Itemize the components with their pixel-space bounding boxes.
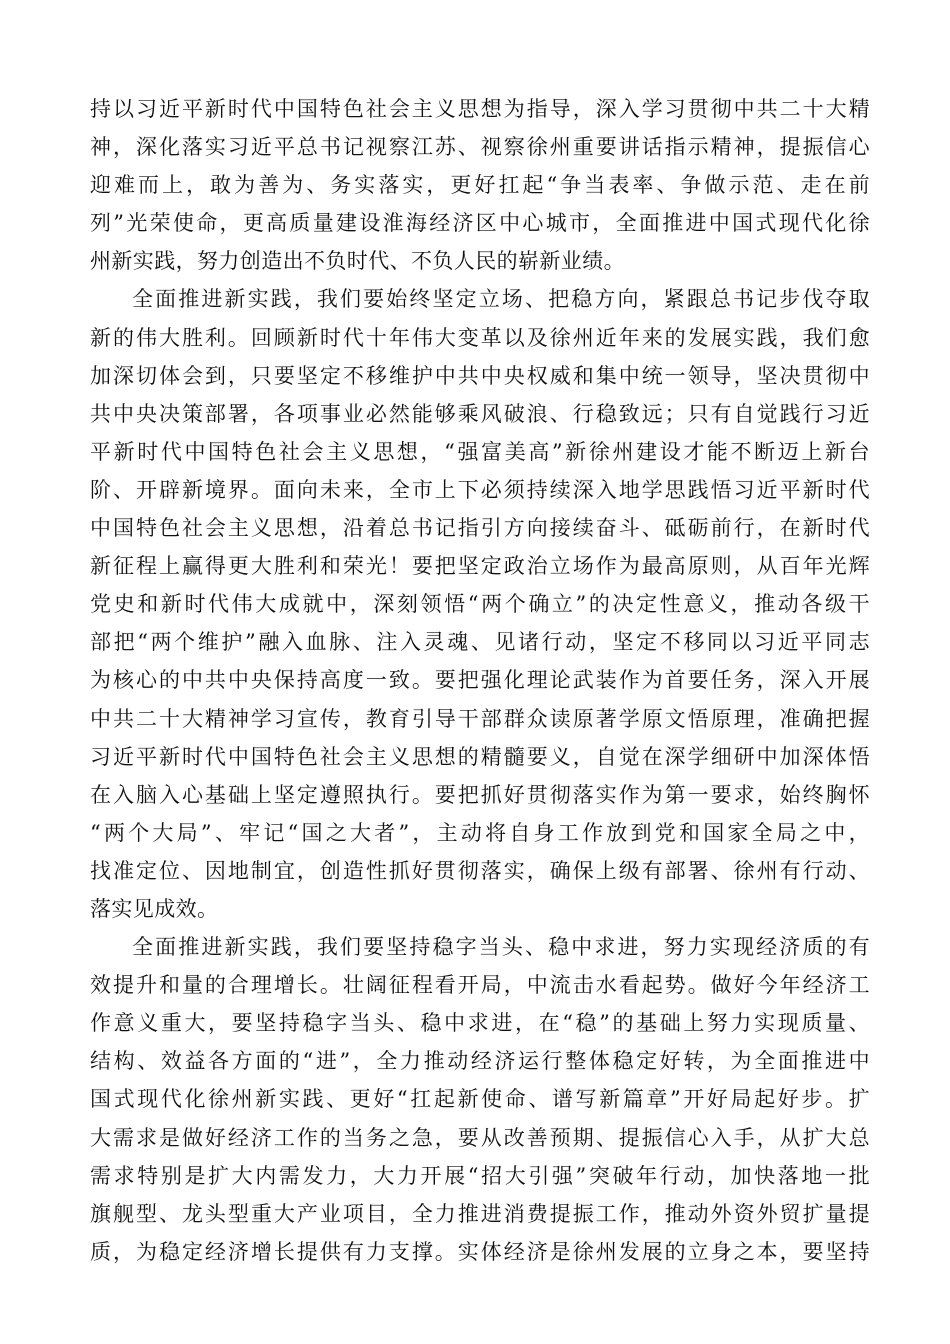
text-line: 国式现代化徐州新实践、更好“扛起新使命、谱写新篇章”开好局起好步。扩 bbox=[90, 1087, 870, 1112]
text-line: 阶、开辟新境界。面向未来，全市上下必须持续深入地学思践悟习近平新时代 bbox=[90, 477, 870, 502]
text-line: 神，深化落实习近平总书记视察江苏、视察徐州重要讲话指示精神，提振信心 bbox=[90, 135, 870, 160]
text-line: 旗舰型、龙头型重大产业项目，全力推进消费提振工作，推动外资外贸扩量提 bbox=[90, 1201, 870, 1226]
text-line: 中共二十大精神学习宣传，教育引导干部群众读原著学原文悟原理，准确把握 bbox=[90, 706, 870, 731]
paragraph-2 bbox=[90, 280, 870, 928]
text-line: 新的伟大胜利。回顾新时代十年伟大变革以及徐州近年来的发展实践，我们愈 bbox=[90, 325, 870, 350]
text-line: 加深切体会到，只要坚定不移维护中共中央权威和集中统一领导，坚决贯彻中 bbox=[90, 363, 870, 388]
text-line: 部把“两个维护”融入血脉、注入灵魂、见诸行动，坚定不移同以习近平同志 bbox=[90, 630, 870, 655]
text-line: 党史和新时代伟大成就中，深刻领悟“两个确立”的决定性意义，推动各级干 bbox=[90, 592, 870, 617]
text-line: 质，为稳定经济增长提供有力支撑。实体经济是徐州发展的立身之本，要坚持 bbox=[90, 1239, 870, 1264]
text-line: 持以习近平新时代中国特色社会主义思想为指导，深入学习贯彻中共二十大精 bbox=[90, 97, 870, 121]
text-line: 列”光荣使命，更高质量建设淮海经济区中心城市，全面推进中国式现代化徐 bbox=[90, 211, 870, 236]
text-line: 共中央决策部署，各项事业必然能够乘风破浪、行稳致远；只有自觉践行习近 bbox=[90, 401, 870, 426]
text-line: 迎难而上，敢为善为、务实落实，更好扛起“争当表率、争做示范、走在前 bbox=[90, 173, 870, 198]
text-line: 全面推进新实践，我们要坚持稳字当头、稳中求进，努力实现经济质的有 bbox=[132, 935, 870, 960]
text-line: 大需求是做好经济工作的当务之急，要从改善预期、提振信心入手，从扩大总 bbox=[90, 1125, 870, 1150]
text-line: 为核心的中共中央保持高度一致。要把强化理论武装作为首要任务，深入开展 bbox=[90, 668, 870, 693]
text-line: 在入脑入心基础上坚定遵照执行。要把抓好贯彻落实作为第一要求，始终胸怀 bbox=[90, 782, 870, 807]
text-line: 新征程上赢得更大胜利和荣光！要把坚定政治立场作为最高原则，从百年光辉 bbox=[90, 554, 870, 579]
text-line: 中国特色社会主义思想，沿着总书记指引方向接续奋斗、砥砺前行，在新时代 bbox=[90, 516, 870, 541]
text-line: 作意义重大，要坚持稳字当头、稳中求进，在“稳”的基础上努力实现质量、 bbox=[90, 1011, 870, 1036]
text-line: 州新实践，努力创造出不负时代、不负人民的崭新业绩。 bbox=[90, 249, 625, 274]
text-line: 平新时代中国特色社会主义思想，“强富美高”新徐州建设才能不断迈上新台 bbox=[90, 439, 870, 464]
text-line: 找准定位、因地制宜，创造性抓好贯彻落实，确保上级有部署、徐州有行动、 bbox=[90, 858, 870, 883]
text-line: 效提升和量的合理增长。壮阔征程看开局，中流击水看起势。做好今年经济工 bbox=[90, 973, 870, 998]
paragraph-3 bbox=[90, 928, 870, 1271]
document-page bbox=[90, 90, 870, 1271]
text-line: 习近平新时代中国特色社会主义思想的精髓要义，自觉在深学细研中加深体悟 bbox=[90, 744, 870, 769]
text-line: 落实见成效。 bbox=[90, 896, 219, 921]
paragraph-1 bbox=[90, 90, 870, 280]
text-line: 结构、效益各方面的“进”，全力推动经济运行整体稳定好转，为全面推进中 bbox=[90, 1049, 870, 1074]
text-line: “两个大局”、牢记“国之大者”，主动将自身工作放到党和国家全局之中， bbox=[90, 820, 870, 845]
text-line: 需求特别是扩大内需发力，大力开展“招大引强”突破年行动，加快落地一批 bbox=[90, 1163, 870, 1188]
text-line: 全面推进新实践，我们要始终坚定立场、把稳方向，紧跟总书记步伐夺取 bbox=[132, 287, 870, 312]
